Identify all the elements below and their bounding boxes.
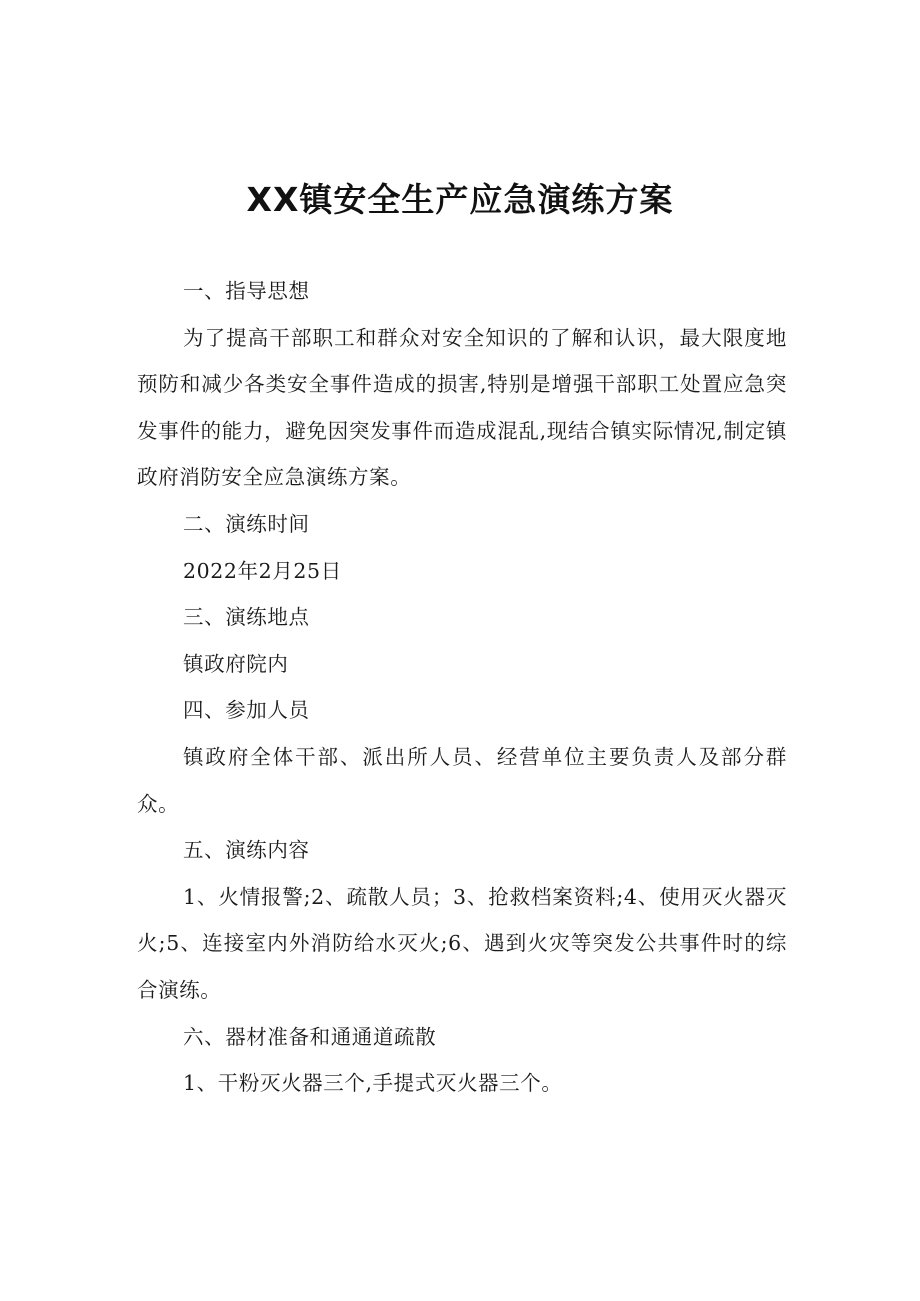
heading-drill-content: 五、演练内容 bbox=[183, 838, 310, 863]
heading-drill-time: 二、演练时间 bbox=[183, 511, 310, 536]
heading-guiding-ideology: 一、指导思想 bbox=[183, 279, 310, 303]
document-body bbox=[137, 268, 787, 1107]
paragraph-participants: 镇政府全体干部、派出所人员、经营单位主要负责人及部分群众。 bbox=[137, 744, 787, 816]
document-title: XX镇安全生产应急演练方案 bbox=[246, 180, 674, 219]
heading-drill-location: 三、演练地点 bbox=[183, 605, 310, 630]
paragraph-drill-date: 2022年2月25日 bbox=[183, 558, 342, 583]
paragraph-drill-location: 镇政府院内 bbox=[183, 651, 289, 676]
paragraph-purpose: 为了提高干部职工和群众对安全知识的了解和认识，最大限度地预防和减少各类安全事件造成的损害,特别是增强干部职工处置应急突发事件的能力，避免因突发事件而造成混乱,现结合镇实际情况,制定镇政府消防安全应急演练方案。 bbox=[137, 325, 787, 490]
heading-equipment-evacuation: 六、器材准备和通通道疏散 bbox=[183, 1024, 437, 1049]
heading-participants: 四、参加人员 bbox=[183, 698, 310, 723]
paragraph-equipment-list: 1、干粉灭火器三个,手提式灭火器三个。 bbox=[183, 1071, 563, 1096]
paragraph-drill-content: 1、火情报警;2、疏散人员；3、抢救档案资料;4、使用灭火器灭火;5、连接室内外消防给水灭火;6、遇到火灾等突发公共事件时的综合演练。 bbox=[137, 884, 787, 1002]
